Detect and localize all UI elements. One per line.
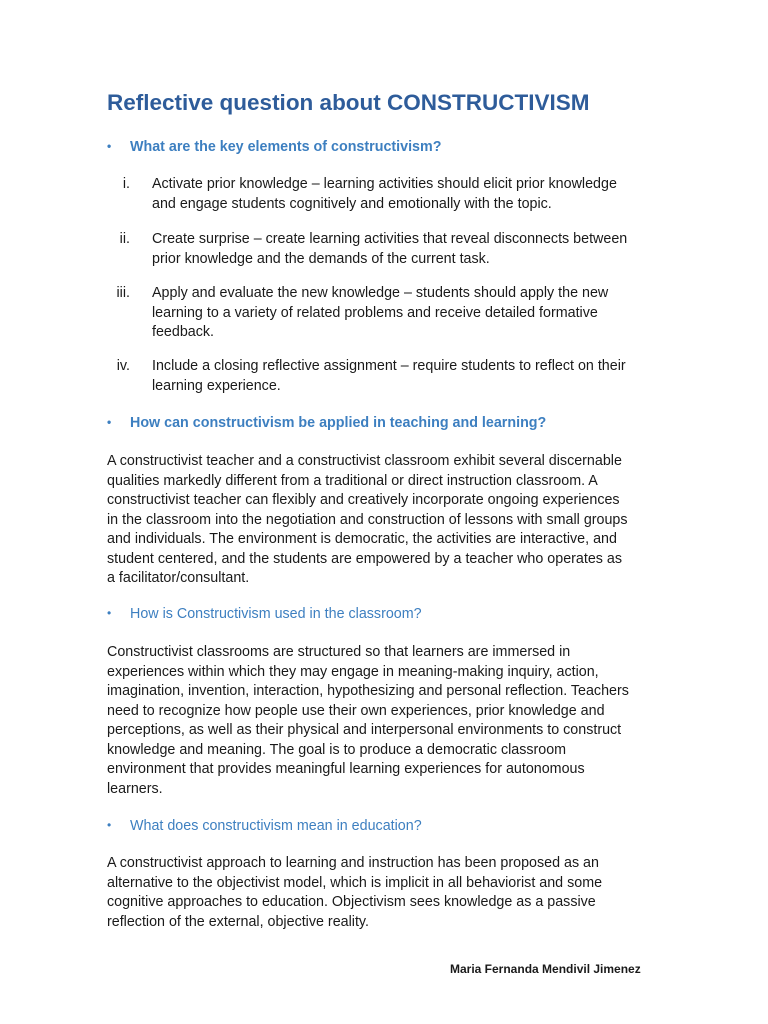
question-text: How can constructivism be applied in teaching and learning? [130,415,547,431]
bullet-icon: • [107,606,112,620]
question-heading-key-elements [107,139,441,155]
list-number: iii. [116,285,130,301]
answer-paragraph-education: A constructivist approach to learning and instruction has been proposed as an alternative to the objectivist model, which is implicit in all behaviorist and some cognitive approaches to education. Objectivism sees knowledge as a passive reflection of the external, objective reality. [107,855,603,930]
list-number: ii. [119,231,130,247]
bullet-icon: • [107,818,112,832]
list-text: Create surprise – create learning activities that reveal disconnects between prior knowledge and the demands of the current task. [152,231,628,267]
bullet-icon: • [107,415,112,429]
bullet-icon: • [107,139,112,153]
question-heading-classroom [107,606,422,622]
question-text: What does constructivism mean in education? [130,818,422,834]
list-text: Include a closing reflective assignment – require students to reflect on their learning experience. [152,358,626,394]
answer-paragraph-applied: A constructivist teacher and a constructivist classroom exhibit several discernable qualities markedly different from a traditional or direct instruction classroom. A constructivist teacher can flexibly and creatively incorporate ongoing experiences in the classroom into the negotiation and construction of lessons with small groups and individuals. The environment is democratic, the activities are interactive, and student centered, and the students are empowered by a teacher who operates as a facilitator/consultant. [107,453,628,586]
list-text: Activate prior knowledge – learning activities should elicit prior knowledge and engage students cognitively and emotionally with the topic. [152,176,617,212]
list-text: Apply and evaluate the new knowledge – students should apply the new learning to a variety of related problems and receive detailed formative feedback. [152,285,609,340]
list-number: i. [122,176,130,192]
question-heading-education [107,818,422,834]
page-title: Reflective question about CONSTRUCTIVISM [107,90,590,115]
list-number: iv. [116,358,130,374]
answer-paragraph-classroom: Constructivist classrooms are structured so that learners are immersed in experiences within which they may engage in meaning-making inquiry, action, imagination, invention, interaction, hypothesizing and personal reflection. Teachers need to recognize how people use their own experiences, prior knowledge and perceptions, as well as their physical and interpersonal environments to construct knowledge and meaning. The goal is to produce a democratic classroom environment that provides meaningful learning experiences for autonomous learners. [107,644,629,797]
question-heading-applied [107,415,546,431]
question-text: How is Constructivism used in the classroom? [130,606,422,622]
author-name: Maria Fernanda Mendivil Jimenez [450,962,641,976]
question-text: What are the key elements of constructivism? [130,139,442,155]
